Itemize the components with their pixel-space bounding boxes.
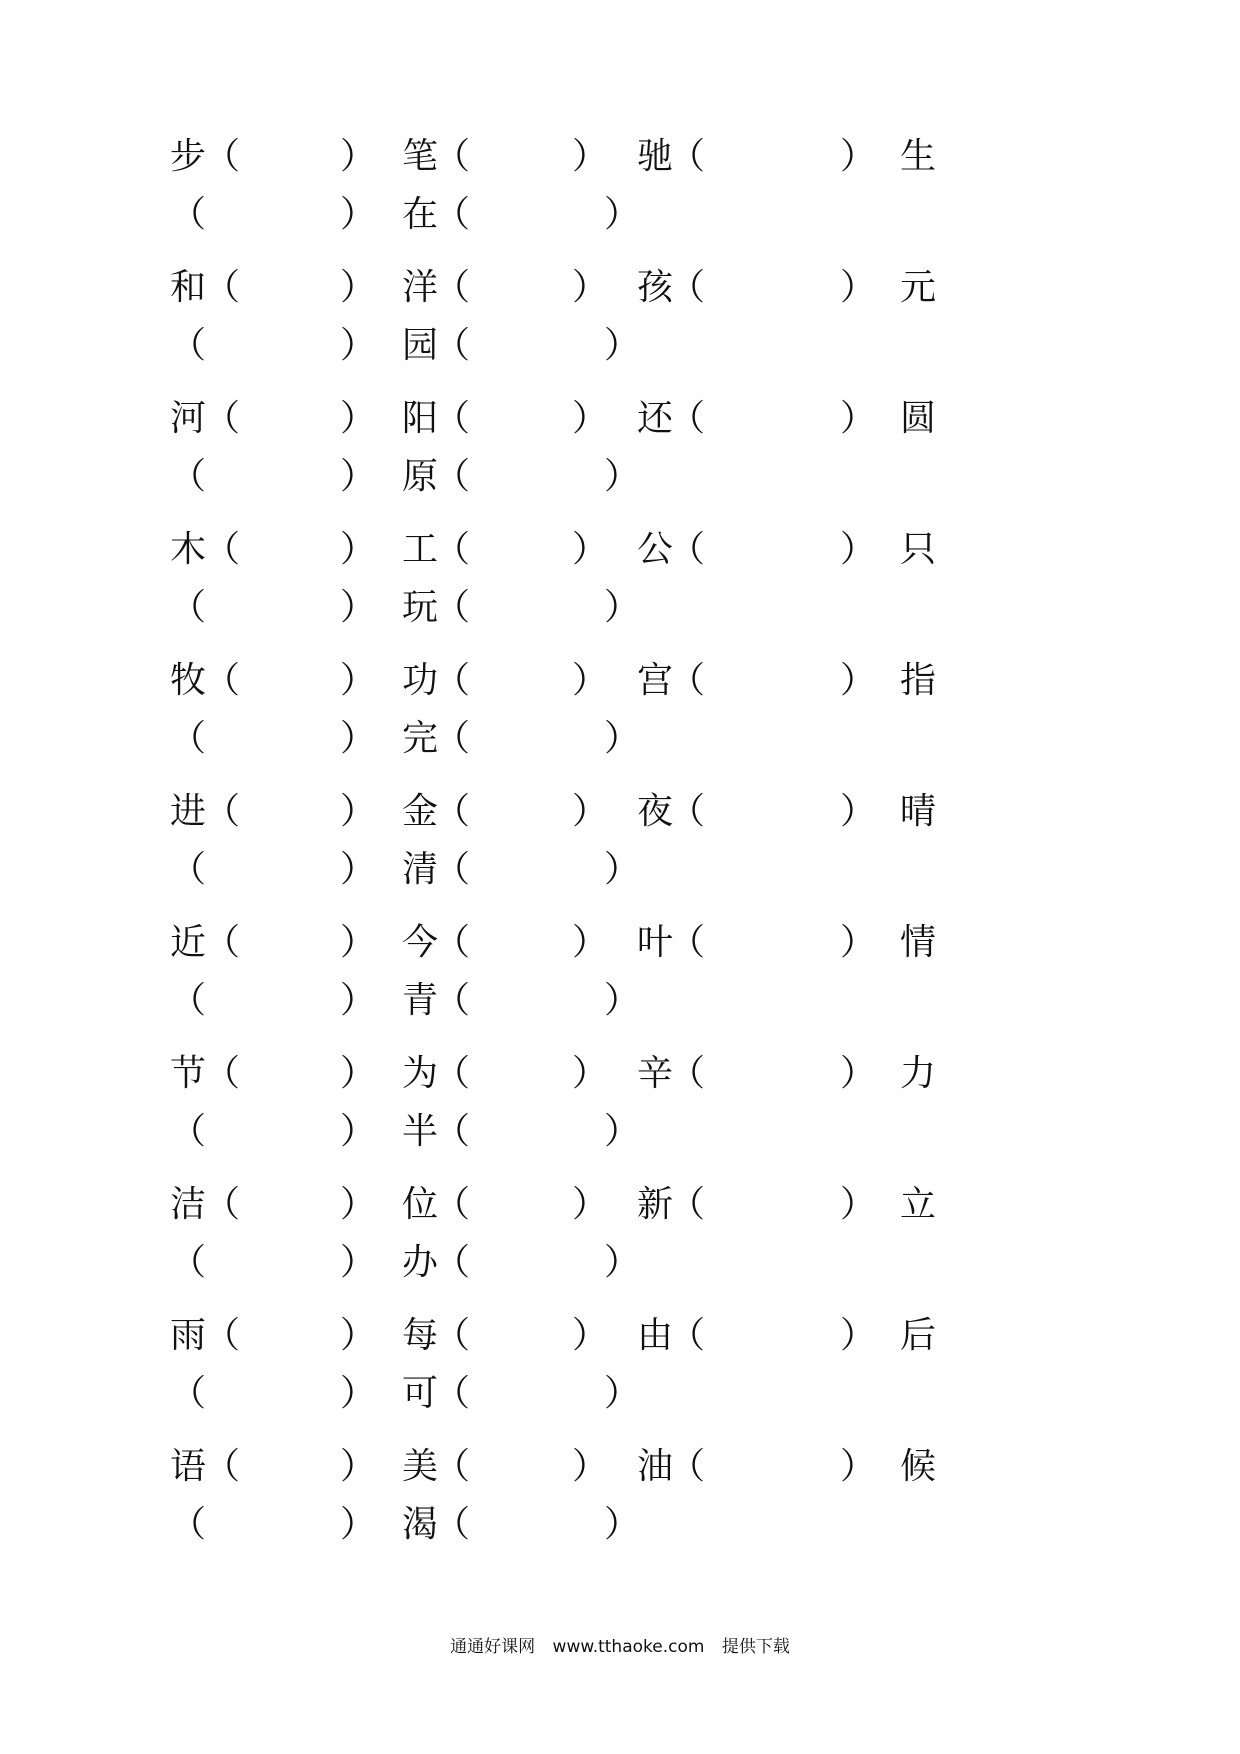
worksheet-row xyxy=(0,1049,1240,1099)
open-paren: （ xyxy=(204,660,241,701)
close-paren: ） xyxy=(840,791,877,832)
close-paren: ） xyxy=(340,1504,377,1545)
close-paren: ） xyxy=(604,1504,641,1545)
footer-suffix: 提供下载 xyxy=(721,1637,790,1657)
target-character: 阳 xyxy=(402,398,439,439)
target-character: 情 xyxy=(900,922,937,963)
close-paren: ） xyxy=(340,1242,377,1283)
worksheet-continuation-row xyxy=(0,452,1240,502)
close-paren: ） xyxy=(340,1373,377,1414)
footer-url: www.tthaoke.com xyxy=(552,1637,705,1657)
open-paren: （ xyxy=(669,1184,706,1225)
close-paren: ） xyxy=(572,1184,609,1225)
open-paren: （ xyxy=(170,194,207,235)
close-paren: ） xyxy=(572,1315,609,1356)
open-paren: （ xyxy=(669,1053,706,1094)
open-paren: （ xyxy=(434,529,471,570)
open-paren: （ xyxy=(204,398,241,439)
target-character: 功 xyxy=(402,660,439,701)
open-paren: （ xyxy=(170,1504,207,1545)
open-paren: （ xyxy=(434,136,471,177)
worksheet-row xyxy=(0,1442,1240,1492)
target-character: 金 xyxy=(402,791,439,832)
open-paren: （ xyxy=(434,791,471,832)
close-paren: ） xyxy=(340,1315,377,1356)
target-character: 生 xyxy=(900,136,937,177)
open-paren: （ xyxy=(669,529,706,570)
close-paren: ） xyxy=(840,1446,877,1487)
open-paren: （ xyxy=(434,267,471,308)
target-character: 新 xyxy=(637,1184,674,1225)
worksheet-continuation-row xyxy=(0,976,1240,1026)
target-character: 工 xyxy=(402,529,439,570)
target-character: 后 xyxy=(900,1315,937,1356)
worksheet-continuation-row xyxy=(0,845,1240,895)
target-character: 河 xyxy=(170,398,207,439)
open-paren: （ xyxy=(669,1315,706,1356)
open-paren: （ xyxy=(669,660,706,701)
close-paren: ） xyxy=(572,529,609,570)
worksheet-continuation-row xyxy=(0,1369,1240,1419)
open-paren: （ xyxy=(204,1315,241,1356)
open-paren: （ xyxy=(204,922,241,963)
target-character: 位 xyxy=(402,1184,439,1225)
close-paren: ） xyxy=(340,1053,377,1094)
worksheet-row xyxy=(0,263,1240,313)
close-paren: ） xyxy=(604,325,641,366)
open-paren: （ xyxy=(669,136,706,177)
open-paren: （ xyxy=(434,1446,471,1487)
worksheet-row xyxy=(0,656,1240,706)
close-paren: ） xyxy=(840,529,877,570)
close-paren: ） xyxy=(340,456,377,497)
target-character: 渴 xyxy=(402,1504,439,1545)
open-paren: （ xyxy=(170,718,207,759)
close-paren: ） xyxy=(340,980,377,1021)
worksheet-row xyxy=(0,525,1240,575)
target-character: 辛 xyxy=(637,1053,674,1094)
close-paren: ） xyxy=(572,398,609,439)
target-character: 立 xyxy=(900,1184,937,1225)
worksheet-row xyxy=(0,1180,1240,1230)
close-paren: ） xyxy=(604,456,641,497)
target-character: 笔 xyxy=(402,136,439,177)
open-paren: （ xyxy=(204,529,241,570)
target-character: 半 xyxy=(402,1111,439,1152)
open-paren: （ xyxy=(669,791,706,832)
close-paren: ） xyxy=(604,587,641,628)
open-paren: （ xyxy=(434,194,471,235)
close-paren: ） xyxy=(340,718,377,759)
close-paren: ） xyxy=(572,136,609,177)
target-character: 指 xyxy=(900,660,937,701)
open-paren: （ xyxy=(434,718,471,759)
close-paren: ） xyxy=(604,849,641,890)
open-paren: （ xyxy=(434,1053,471,1094)
target-character: 元 xyxy=(900,267,937,308)
open-paren: （ xyxy=(669,922,706,963)
target-character: 圆 xyxy=(900,398,937,439)
open-paren: （ xyxy=(434,660,471,701)
target-character: 公 xyxy=(637,529,674,570)
target-character: 还 xyxy=(637,398,674,439)
close-paren: ） xyxy=(340,267,377,308)
open-paren: （ xyxy=(434,1504,471,1545)
target-character: 原 xyxy=(402,456,439,497)
open-paren: （ xyxy=(204,136,241,177)
close-paren: ） xyxy=(840,922,877,963)
close-paren: ） xyxy=(572,1053,609,1094)
target-character: 青 xyxy=(402,980,439,1021)
target-character: 洁 xyxy=(170,1184,207,1225)
target-character: 牧 xyxy=(170,660,207,701)
open-paren: （ xyxy=(434,849,471,890)
close-paren: ） xyxy=(604,718,641,759)
close-paren: ） xyxy=(340,660,377,701)
close-paren: ） xyxy=(840,660,877,701)
target-character: 为 xyxy=(402,1053,439,1094)
close-paren: ） xyxy=(340,1184,377,1225)
target-character: 力 xyxy=(900,1053,937,1094)
close-paren: ） xyxy=(340,325,377,366)
open-paren: （ xyxy=(204,1184,241,1225)
worksheet-row xyxy=(0,1311,1240,1361)
open-paren: （ xyxy=(204,791,241,832)
close-paren: ） xyxy=(604,1111,641,1152)
close-paren: ） xyxy=(840,1315,877,1356)
target-character: 和 xyxy=(170,267,207,308)
worksheet-continuation-row xyxy=(0,321,1240,371)
open-paren: （ xyxy=(434,587,471,628)
target-character: 夜 xyxy=(637,791,674,832)
close-paren: ） xyxy=(604,1242,641,1283)
target-character: 只 xyxy=(900,529,937,570)
open-paren: （ xyxy=(434,325,471,366)
open-paren: （ xyxy=(204,1446,241,1487)
worksheet-continuation-row xyxy=(0,583,1240,633)
target-character: 油 xyxy=(637,1446,674,1487)
close-paren: ） xyxy=(604,1373,641,1414)
close-paren: ） xyxy=(340,529,377,570)
worksheet-continuation-row xyxy=(0,1107,1240,1157)
target-character: 由 xyxy=(637,1315,674,1356)
target-character: 清 xyxy=(402,849,439,890)
close-paren: ） xyxy=(340,922,377,963)
close-paren: ） xyxy=(340,587,377,628)
open-paren: （ xyxy=(170,980,207,1021)
target-character: 晴 xyxy=(900,791,937,832)
close-paren: ） xyxy=(604,194,641,235)
open-paren: （ xyxy=(170,587,207,628)
target-character: 今 xyxy=(402,922,439,963)
open-paren: （ xyxy=(434,456,471,497)
close-paren: ） xyxy=(340,1111,377,1152)
close-paren: ） xyxy=(340,1446,377,1487)
close-paren: ） xyxy=(840,1053,877,1094)
target-character: 园 xyxy=(402,325,439,366)
target-character: 完 xyxy=(402,718,439,759)
target-character: 每 xyxy=(402,1315,439,1356)
open-paren: （ xyxy=(204,267,241,308)
target-character: 叶 xyxy=(637,922,674,963)
open-paren: （ xyxy=(170,1242,207,1283)
target-character: 近 xyxy=(170,922,207,963)
open-paren: （ xyxy=(434,398,471,439)
target-character: 可 xyxy=(402,1373,439,1414)
worksheet-row xyxy=(0,918,1240,968)
open-paren: （ xyxy=(170,325,207,366)
target-character: 美 xyxy=(402,1446,439,1487)
open-paren: （ xyxy=(669,1446,706,1487)
target-character: 节 xyxy=(170,1053,207,1094)
open-paren: （ xyxy=(434,1315,471,1356)
target-character: 孩 xyxy=(637,267,674,308)
close-paren: ） xyxy=(340,849,377,890)
open-paren: （ xyxy=(434,922,471,963)
target-character: 木 xyxy=(170,529,207,570)
open-paren: （ xyxy=(170,849,207,890)
target-character: 洋 xyxy=(402,267,439,308)
target-character: 候 xyxy=(900,1446,937,1487)
close-paren: ） xyxy=(840,1184,877,1225)
close-paren: ） xyxy=(572,660,609,701)
close-paren: ） xyxy=(572,791,609,832)
open-paren: （ xyxy=(170,1111,207,1152)
target-character: 语 xyxy=(170,1446,207,1487)
footer-site-name: 通通好课网 xyxy=(450,1637,536,1657)
open-paren: （ xyxy=(204,1053,241,1094)
open-paren: （ xyxy=(170,456,207,497)
worksheet-continuation-row xyxy=(0,190,1240,240)
worksheet-row xyxy=(0,132,1240,182)
worksheet-row xyxy=(0,787,1240,837)
worksheet-continuation-row xyxy=(0,1238,1240,1288)
target-character: 办 xyxy=(402,1242,439,1283)
target-character: 玩 xyxy=(402,587,439,628)
close-paren: ） xyxy=(572,1446,609,1487)
target-character: 雨 xyxy=(170,1315,207,1356)
close-paren: ） xyxy=(840,398,877,439)
open-paren: （ xyxy=(434,1184,471,1225)
close-paren: ） xyxy=(840,267,877,308)
worksheet-continuation-row xyxy=(0,714,1240,764)
worksheet-row xyxy=(0,394,1240,444)
open-paren: （ xyxy=(669,267,706,308)
target-character: 宫 xyxy=(637,660,674,701)
target-character: 进 xyxy=(170,791,207,832)
footer xyxy=(0,1632,1240,1657)
target-character: 步 xyxy=(170,136,207,177)
close-paren: ） xyxy=(340,791,377,832)
open-paren: （ xyxy=(434,1242,471,1283)
open-paren: （ xyxy=(434,980,471,1021)
close-paren: ） xyxy=(840,136,877,177)
open-paren: （ xyxy=(434,1111,471,1152)
close-paren: ） xyxy=(340,194,377,235)
open-paren: （ xyxy=(170,1373,207,1414)
close-paren: ） xyxy=(572,922,609,963)
close-paren: ） xyxy=(340,136,377,177)
close-paren: ） xyxy=(572,267,609,308)
open-paren: （ xyxy=(669,398,706,439)
target-character: 驰 xyxy=(637,136,674,177)
close-paren: ） xyxy=(604,980,641,1021)
close-paren: ） xyxy=(340,398,377,439)
target-character: 在 xyxy=(402,194,439,235)
worksheet-continuation-row xyxy=(0,1500,1240,1550)
open-paren: （ xyxy=(434,1373,471,1414)
